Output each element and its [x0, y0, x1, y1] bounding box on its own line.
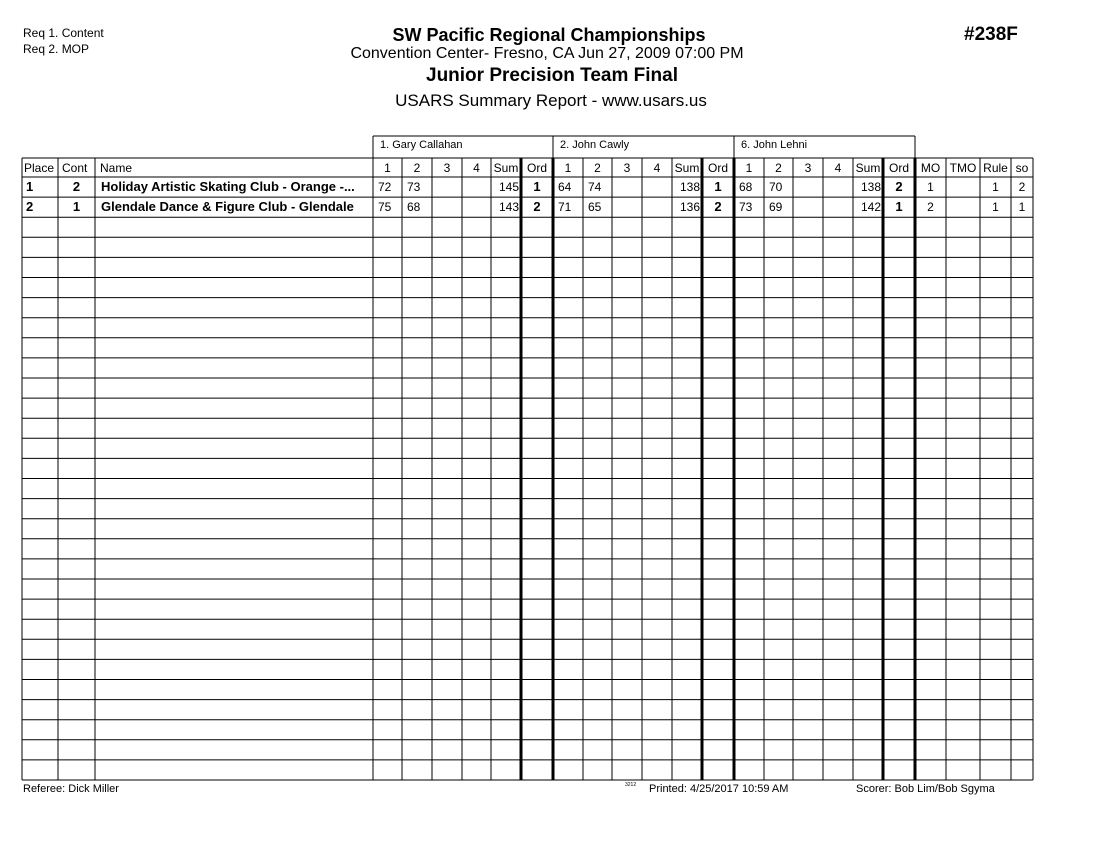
row-team-name: Glendale Dance & Figure Club - Glendale — [101, 199, 354, 215]
judge-1-name: 1. Gary Callahan — [380, 139, 463, 151]
col-header-judge-2-3: 3 — [623, 161, 631, 175]
row-cont: 2 — [72, 179, 81, 194]
row-judge-2-sum: 138 — [679, 180, 700, 194]
col-header-judge-2-2: 2 — [594, 161, 601, 175]
col-header-judge-1-4: 4 — [473, 161, 480, 175]
col-header-judge-3-1: 1 — [745, 161, 753, 175]
row-judge-2-ord: 2 — [714, 199, 722, 215]
row-team-name: Holiday Artistic Skating Club - Orange -... — [101, 179, 355, 194]
row-judge-2-s1: 64 — [558, 180, 572, 194]
col-header-judge-2-ord: Ord — [707, 161, 728, 175]
col-header-judge-3-2: 2 — [775, 161, 782, 175]
row-judge-2-sum: 136 — [679, 200, 700, 215]
row-judge-3-s1: 68 — [739, 180, 753, 194]
col-header-tmo: TMO — [949, 161, 977, 175]
row-judge-1-s1: 72 — [378, 180, 392, 194]
row-judge-3-ord: 2 — [895, 179, 903, 194]
row-judge-1-s2: 68 — [407, 200, 421, 215]
report-code: 3212 — [625, 782, 637, 788]
row-judge-3-sum: 138 — [860, 180, 881, 194]
row-judge-3-s1: 73 — [739, 200, 753, 215]
event-number: #238F — [964, 24, 1018, 45]
judge-2-name: 2. John Cawly — [560, 139, 630, 151]
col-header-judge-3-3: 3 — [804, 161, 812, 175]
col-header-judge-3-4: 4 — [834, 161, 842, 175]
row-judge-1-s1: 75 — [378, 200, 392, 215]
row-judge-1-s2: 73 — [407, 180, 421, 194]
row-cont: 1 — [72, 199, 81, 215]
scorer: Scorer: Bob Lim/Bob Sgyma — [856, 783, 995, 795]
row-rule: 1 — [992, 180, 999, 194]
col-header-name: Name — [100, 161, 133, 175]
col-header-rule: Rule — [983, 161, 1008, 175]
row-judge-3-s2: 70 — [769, 180, 783, 194]
col-header-judge-1-ord: Ord — [526, 161, 547, 175]
col-header-place: Place — [24, 161, 55, 175]
row-judge-1-ord: 1 — [533, 179, 541, 194]
event-title: Junior Precision Team Final — [426, 65, 678, 86]
row-mo: 1 — [927, 180, 934, 194]
printed-timestamp: Printed: 4/25/2017 10:59 AM — [649, 783, 789, 795]
col-header-judge-1-2: 2 — [413, 161, 421, 175]
col-header-cont: Cont — [62, 161, 88, 175]
row-judge-2-s2: 74 — [588, 180, 602, 194]
col-header-judge-2-1: 1 — [564, 161, 572, 175]
col-header-judge-2-4: 4 — [653, 161, 661, 175]
referee: Referee: Dick Miller — [23, 783, 119, 795]
col-header-so: so — [1015, 161, 1029, 175]
col-header-judge-2-sum: Sum — [674, 161, 700, 175]
row-judge-2-s1: 71 — [558, 200, 572, 215]
row-mo: 2 — [927, 200, 934, 215]
row-judge-1-ord: 2 — [533, 199, 541, 215]
row-judge-1-sum: 143 — [498, 200, 519, 215]
row-judge-2-s2: 65 — [588, 200, 602, 215]
col-header-judge-3-sum: Sum — [855, 161, 881, 175]
row-so: 1 — [1018, 200, 1026, 215]
requirement-1: Req 1. Content — [23, 26, 104, 40]
col-header-judge-1-3: 3 — [443, 161, 451, 175]
report-title: USARS Summary Report - www.usars.us — [395, 91, 707, 110]
row-judge-3-ord: 1 — [895, 199, 903, 215]
row-judge-1-sum: 145 — [498, 180, 519, 194]
col-header-judge-1-1: 1 — [384, 161, 391, 175]
row-judge-2-ord: 1 — [714, 179, 722, 194]
row-judge-3-s2: 69 — [769, 200, 783, 215]
col-header-judge-1-sum: Sum — [493, 161, 519, 175]
row-rule: 1 — [992, 200, 999, 215]
row-so: 2 — [1018, 180, 1026, 194]
competition-title: SW Pacific Regional Championships — [392, 25, 706, 45]
col-header-mo: MO — [920, 161, 941, 175]
row-place: 2 — [26, 199, 34, 215]
requirement-2: Req 2. MOP — [23, 42, 90, 56]
col-header-judge-3-ord: Ord — [888, 161, 909, 175]
row-place: 1 — [26, 179, 34, 194]
judge-3-name: 6. John Lehni — [741, 139, 808, 151]
venue-date: Convention Center- Fresno, CA Jun 27, 2009 07:00 PM — [350, 45, 744, 62]
row-judge-3-sum: 142 — [860, 200, 881, 215]
